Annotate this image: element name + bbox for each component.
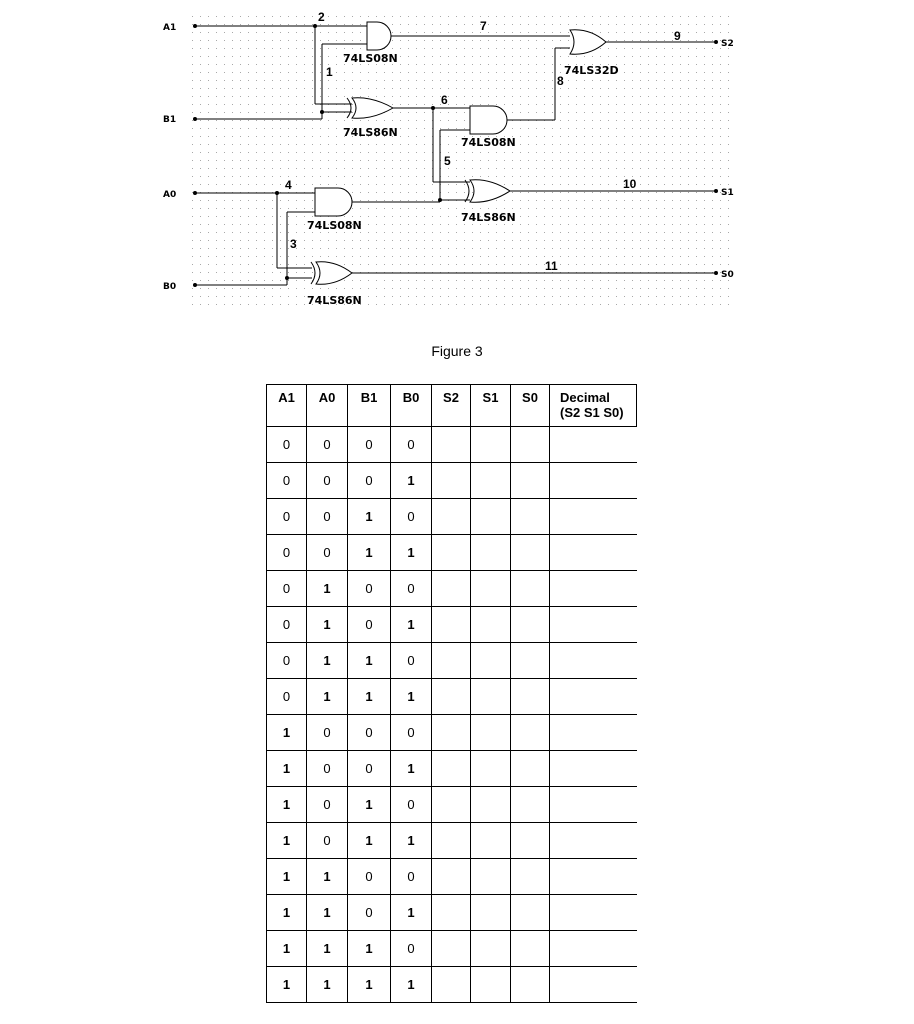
cell-s1: [471, 895, 511, 931]
cell-decimal: [550, 787, 637, 823]
cell-s2: [432, 751, 471, 787]
cell-a0: 1: [307, 931, 348, 967]
cell-b0: 1: [391, 895, 432, 931]
cell-s0: [511, 679, 550, 715]
cell-b1: 0: [348, 571, 391, 607]
table-row: [267, 859, 637, 895]
cell-a1: 0: [267, 535, 307, 571]
chip-label-xor-low: 74LS86N: [307, 294, 362, 307]
cell-decimal: [550, 931, 637, 967]
cell-b0: 0: [391, 859, 432, 895]
net-label-1: 1: [326, 65, 333, 79]
cell-decimal: [550, 499, 637, 535]
input-label-b1: B1: [163, 115, 177, 125]
net-label-4: 4: [285, 178, 292, 192]
table-row: [267, 679, 637, 715]
and-gate-mid: [470, 106, 507, 134]
cell-s1: [471, 967, 511, 1003]
cell-b1: 1: [348, 967, 391, 1003]
input-label-b0: B0: [163, 282, 177, 292]
cell-s1: [471, 931, 511, 967]
cell-s2: [432, 715, 471, 751]
cell-s0: [511, 643, 550, 679]
cell-s0: [511, 751, 550, 787]
cell-s0: [511, 859, 550, 895]
cell-b1: 1: [348, 499, 391, 535]
table-row: [267, 643, 637, 679]
cell-decimal: [550, 967, 637, 1003]
table-row: [267, 571, 637, 607]
cell-a1: 1: [267, 859, 307, 895]
cell-s0: [511, 499, 550, 535]
cell-a0: 1: [307, 967, 348, 1003]
cell-b0: 0: [391, 931, 432, 967]
table-row: [267, 427, 637, 463]
net-label-8: 8: [557, 74, 564, 88]
cell-s1: [471, 823, 511, 859]
cell-s1: [471, 535, 511, 571]
output-label-s2: S2: [721, 39, 734, 49]
net-label-11: 11: [545, 259, 558, 273]
table-row: [267, 967, 637, 1003]
table-header-row: [267, 385, 637, 427]
cell-s2: [432, 499, 471, 535]
cell-decimal: [550, 859, 637, 895]
cell-s1: [471, 571, 511, 607]
cell-b0: 1: [391, 823, 432, 859]
cell-s0: [511, 931, 550, 967]
truth-table-body: [267, 427, 637, 1003]
cell-a0: 0: [307, 427, 348, 463]
table-row: [267, 607, 637, 643]
table-row: [267, 715, 637, 751]
cell-s0: [511, 895, 550, 931]
cell-b0: 1: [391, 679, 432, 715]
cell-s2: [432, 607, 471, 643]
header-decimal-line1: Decimal: [560, 390, 610, 405]
and-gate-top: [367, 22, 391, 50]
cell-b0: 0: [391, 571, 432, 607]
cell-s1: [471, 751, 511, 787]
cell-decimal: [550, 535, 637, 571]
cell-s1: [471, 463, 511, 499]
cell-b1: 0: [348, 751, 391, 787]
cell-a0: 0: [307, 463, 348, 499]
cell-a0: 1: [307, 607, 348, 643]
grid-background: [190, 14, 732, 310]
cell-b1: 1: [348, 787, 391, 823]
cell-decimal: [550, 823, 637, 859]
cell-a1: 0: [267, 463, 307, 499]
cell-a0: 1: [307, 643, 348, 679]
cell-s2: [432, 787, 471, 823]
cell-s1: [471, 715, 511, 751]
cell-s2: [432, 643, 471, 679]
chip-label-and-low: 74LS08N: [307, 219, 362, 232]
cell-a1: 1: [267, 931, 307, 967]
cell-s2: [432, 967, 471, 1003]
cell-b1: 0: [348, 859, 391, 895]
cell-s1: [471, 643, 511, 679]
table-row: [267, 823, 637, 859]
cell-a1: 0: [267, 499, 307, 535]
output-label-s1: S1: [721, 188, 734, 198]
cell-b0: 1: [391, 463, 432, 499]
cell-b1: 0: [348, 715, 391, 751]
cell-s0: [511, 607, 550, 643]
truth-table: [266, 384, 637, 1003]
cell-s0: [511, 967, 550, 1003]
cell-s1: [471, 427, 511, 463]
output-label-s0: S0: [721, 270, 734, 280]
cell-decimal: [550, 463, 637, 499]
cell-a1: 0: [267, 679, 307, 715]
cell-a0: 1: [307, 895, 348, 931]
table-row: [267, 751, 637, 787]
cell-s2: [432, 463, 471, 499]
cell-b1: 1: [348, 535, 391, 571]
cell-s0: [511, 787, 550, 823]
cell-decimal: [550, 895, 637, 931]
table-row: [267, 463, 637, 499]
table-row: [267, 787, 637, 823]
cell-s2: [432, 931, 471, 967]
chip-label-and-top: 74LS08N: [343, 52, 398, 65]
cell-s2: [432, 427, 471, 463]
cell-a0: 0: [307, 751, 348, 787]
header-b0: B0: [391, 385, 432, 427]
cell-decimal: [550, 679, 637, 715]
cell-b1: 0: [348, 607, 391, 643]
cell-s2: [432, 859, 471, 895]
table-row: [267, 931, 637, 967]
header-a1: A1: [267, 385, 307, 427]
header-decimal: [550, 385, 637, 427]
cell-a1: 1: [267, 787, 307, 823]
cell-a1: 1: [267, 715, 307, 751]
cell-decimal: [550, 751, 637, 787]
cell-a1: 0: [267, 427, 307, 463]
chip-label-or-out: 74LS32D: [564, 64, 619, 77]
cell-s2: [432, 571, 471, 607]
circuit-diagram: [0, 0, 914, 320]
cell-b1: 0: [348, 427, 391, 463]
cell-s2: [432, 535, 471, 571]
input-label-a1: A1: [163, 23, 177, 33]
table-row: [267, 499, 637, 535]
cell-s2: [432, 679, 471, 715]
cell-s2: [432, 895, 471, 931]
cell-s2: [432, 823, 471, 859]
cell-s0: [511, 427, 550, 463]
cell-a0: 1: [307, 859, 348, 895]
cell-a0: 0: [307, 787, 348, 823]
cell-b1: 1: [348, 823, 391, 859]
cell-b0: 0: [391, 643, 432, 679]
cell-b0: 1: [391, 535, 432, 571]
cell-s0: [511, 571, 550, 607]
cell-s1: [471, 607, 511, 643]
cell-s0: [511, 715, 550, 751]
header-a0: A0: [307, 385, 348, 427]
cell-a0: 1: [307, 679, 348, 715]
table-row: [267, 535, 637, 571]
table-row: [267, 895, 637, 931]
cell-a1: 1: [267, 751, 307, 787]
net-label-3: 3: [290, 237, 297, 251]
net-label-5: 5: [444, 154, 451, 168]
cell-decimal: [550, 715, 637, 751]
cell-a1: 0: [267, 571, 307, 607]
cell-b0: 0: [391, 499, 432, 535]
header-s2: S2: [432, 385, 471, 427]
cell-a0: 1: [307, 571, 348, 607]
cell-b1: 1: [348, 643, 391, 679]
net-label-2: 2: [318, 10, 325, 24]
cell-a1: 1: [267, 967, 307, 1003]
cell-s0: [511, 823, 550, 859]
cell-b0: 0: [391, 715, 432, 751]
net-label-10: 10: [623, 177, 637, 191]
and-gate-low: [315, 188, 352, 216]
cell-b1: 0: [348, 463, 391, 499]
cell-a1: 0: [267, 607, 307, 643]
cell-a1: 1: [267, 895, 307, 931]
cell-a0: 0: [307, 499, 348, 535]
cell-a0: 0: [307, 823, 348, 859]
chip-label-xor-top: 74LS86N: [343, 126, 398, 139]
cell-b0: 1: [391, 751, 432, 787]
cell-decimal: [550, 571, 637, 607]
net-label-6: 6: [441, 93, 448, 107]
figure-caption: Figure 3: [431, 343, 483, 359]
cell-decimal: [550, 643, 637, 679]
cell-a0: 0: [307, 715, 348, 751]
chip-label-xor-mid: 74LS86N: [461, 211, 516, 224]
chip-label-and-mid: 74LS08N: [461, 136, 516, 149]
cell-s1: [471, 679, 511, 715]
cell-a1: 1: [267, 823, 307, 859]
cell-s0: [511, 463, 550, 499]
cell-a1: 0: [267, 643, 307, 679]
cell-s1: [471, 499, 511, 535]
cell-b1: 0: [348, 895, 391, 931]
input-label-a0: A0: [163, 190, 177, 200]
cell-b0: 1: [391, 967, 432, 1003]
cell-decimal: [550, 607, 637, 643]
cell-s0: [511, 535, 550, 571]
cell-b0: 1: [391, 607, 432, 643]
header-b1: B1: [348, 385, 391, 427]
cell-b0: 0: [391, 787, 432, 823]
net-label-9: 9: [674, 29, 681, 43]
net-label-7: 7: [480, 19, 487, 33]
header-decimal-line2: (S2 S1 S0): [560, 405, 624, 420]
header-s0: S0: [511, 385, 550, 427]
cell-a0: 0: [307, 535, 348, 571]
cell-decimal: [550, 427, 637, 463]
cell-s1: [471, 787, 511, 823]
header-s1: S1: [471, 385, 511, 427]
cell-b1: 1: [348, 931, 391, 967]
cell-b0: 0: [391, 427, 432, 463]
cell-s1: [471, 859, 511, 895]
cell-b1: 1: [348, 679, 391, 715]
